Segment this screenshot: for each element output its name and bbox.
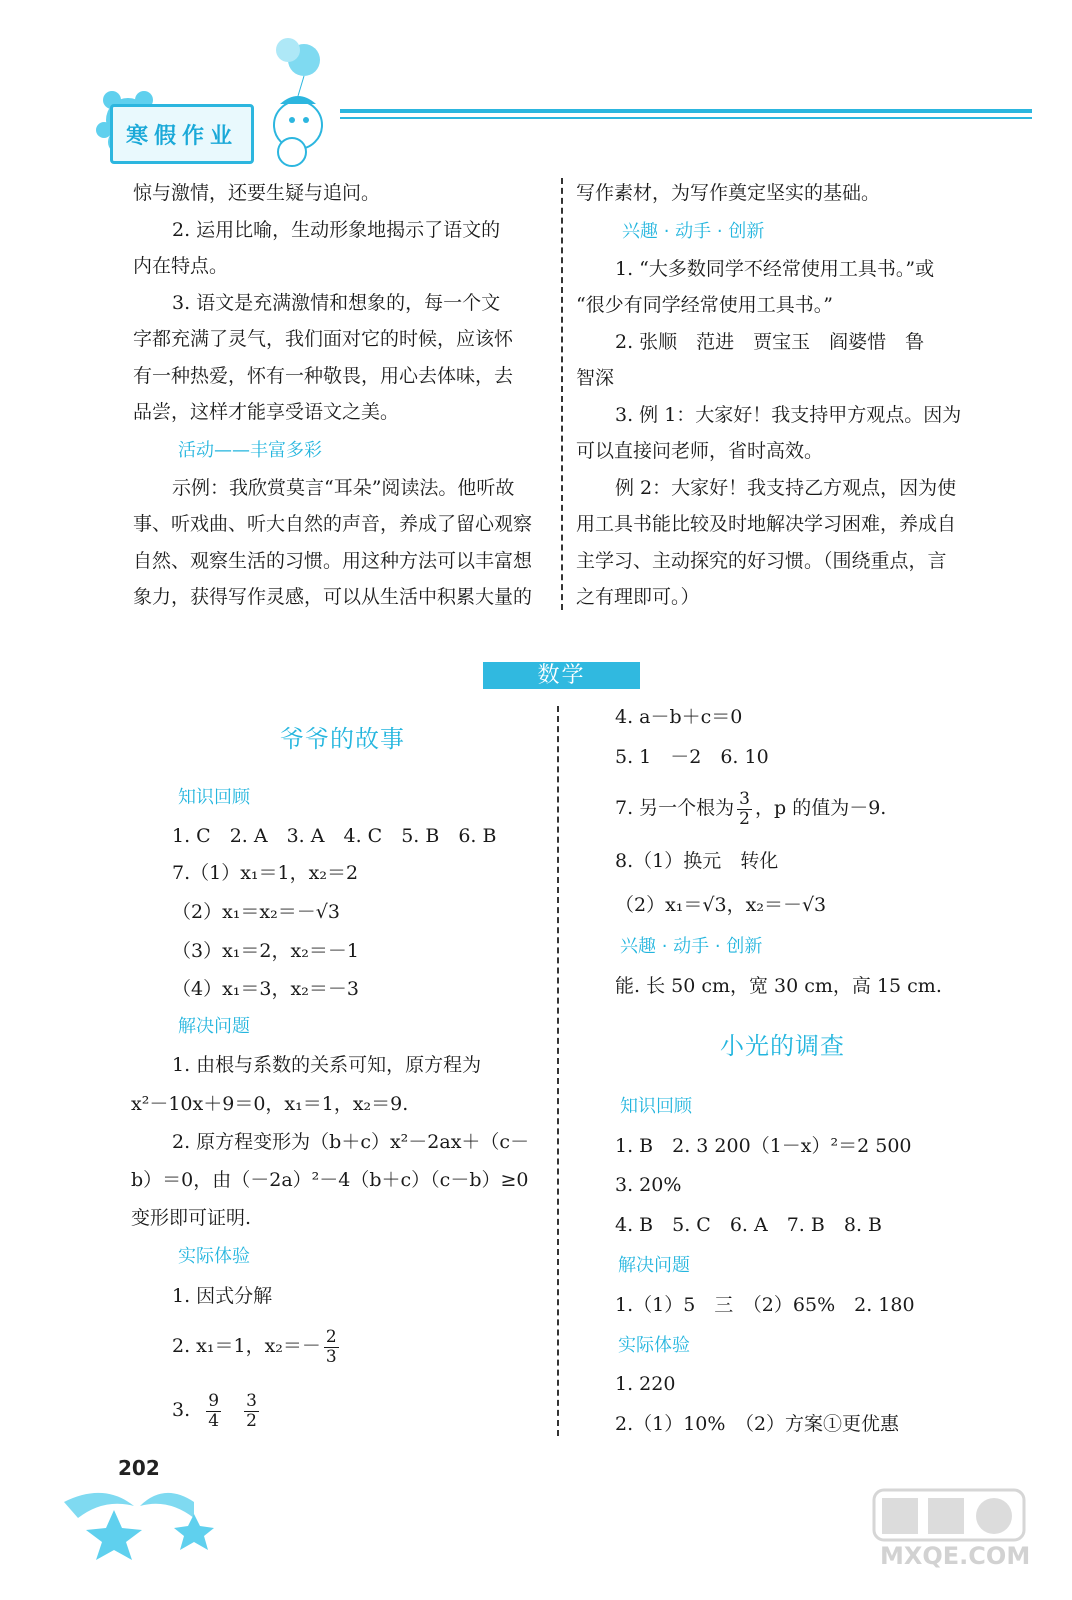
answer-line: 2. 原方程变形为（b＋c）x²－2ax＋（c－ — [172, 1131, 530, 1153]
answer-line: 变形即可证明. — [131, 1207, 252, 1229]
yuwen-right-line: 主学习、主动探究的好习惯。（围绕重点，言 — [576, 550, 947, 572]
answer-line: 1. C 2. A 3. A 4. C 5. B 6. B — [172, 825, 497, 847]
yuwen-left-line: 事、听戏曲、听大自然的声音，养成了留心观察 — [133, 513, 533, 535]
section-heading: 解决问题 — [618, 1255, 690, 1276]
answer-line: 1. B 2. 3 200（1－x）²＝2 500 — [615, 1135, 912, 1157]
header-label: 寒假作业 — [110, 104, 254, 164]
yuwen-left-line: 3. 语文是充满激情和想象的，每一个文 — [172, 292, 501, 314]
yuwen-left-line: 内在特点。 — [133, 255, 229, 277]
column-divider — [561, 178, 563, 610]
answer-line — [172, 1326, 342, 1367]
answer-line: 能. 长 50 cm，宽 30 cm，高 15 cm. — [615, 975, 942, 997]
numerator: 3 — [246, 1390, 257, 1411]
yuwen-left-line: 品尝，这样才能享受语文之美。 — [133, 401, 400, 423]
yuwen-left-line: 惊与激情，还要生疑与追问。 — [133, 182, 381, 204]
yuwen-right-line: 写作素材，为写作奠定坚实的基础。 — [576, 182, 881, 204]
denominator: 4 — [208, 1410, 220, 1431]
yuwen-left-line: 象力，获得写作灵感，可以从生活中积累大量的 — [133, 586, 533, 608]
column-divider — [557, 706, 559, 1436]
section-heading: 活动——丰富多彩 — [178, 440, 322, 461]
section-heading: 兴趣 · 动手 · 创新 — [622, 221, 765, 242]
watermark — [872, 1488, 1032, 1576]
numerator: 3 — [739, 788, 750, 809]
answer-line: （3）x₁＝2，x₂＝－1 — [172, 940, 359, 962]
denominator: 2 — [739, 808, 750, 829]
yuwen-right-line: “很少有同学经常使用工具书。” — [576, 294, 833, 316]
answer-line — [615, 788, 886, 829]
answer-line: x²－10x＋9＝0，x₁＝1，x₂＝9. — [131, 1093, 409, 1115]
answer-line: 1. 因式分解 — [172, 1285, 273, 1307]
answer-line: 1. 由根与系数的关系可知，原方程为 — [172, 1054, 482, 1076]
section-heading: 兴趣 · 动手 · 创新 — [620, 936, 763, 957]
section-heading: 知识回顾 — [178, 787, 250, 808]
denominator: 3 — [325, 1346, 337, 1367]
page-number: 202 — [118, 1456, 160, 1480]
yuwen-right-line: 1. “大多数同学不经常使用工具书。”或 — [615, 258, 935, 280]
answer-text: 2. x₁＝1，x₂＝－ — [172, 1335, 321, 1357]
answer-text: ，p 的值为－9. — [755, 797, 887, 819]
header-rule-thin — [340, 117, 1032, 119]
numerator: 9 — [208, 1390, 220, 1411]
answer-line — [172, 1390, 262, 1431]
fraction — [244, 1392, 259, 1431]
yuwen-right-line: 可以直接问老师，省时高效。 — [576, 440, 824, 462]
answer-line: （2）x₁＝x₂＝－√3 — [172, 901, 340, 923]
answer-line: （2）x₁＝√3，x₂＝－√3 — [615, 894, 827, 916]
answer-line: （4）x₁＝3，x₂＝－3 — [172, 978, 359, 1000]
answer-line: 8.（1）换元 转化 — [615, 850, 779, 872]
yuwen-left-line: 2. 运用比喻，生动形象地揭示了语文的 — [172, 219, 501, 241]
section-heading: 实际体验 — [618, 1335, 690, 1356]
watermark-logo-icon — [872, 1488, 1032, 1572]
answer-text: 7. 另一个根为 — [615, 797, 735, 819]
section-heading: 实际体验 — [178, 1246, 250, 1267]
answer-text: 3. — [172, 1399, 191, 1421]
yuwen-left-line: 示例：我欣赏莫言“耳朵”阅读法。他听故 — [172, 477, 515, 499]
answer-line: 1.（1）5 三 （2）65% 2. 180 — [615, 1294, 915, 1316]
story-title: 小光的调查 — [720, 1032, 845, 1060]
answer-line: 2.（1）10% （2）方案①更优惠 — [615, 1413, 900, 1435]
math-section-label: 数学 — [483, 662, 640, 689]
denominator: 2 — [246, 1410, 257, 1431]
answer-line: b）＝0，由（－2a）²－4（b＋c）（c－b）≥0 — [131, 1169, 529, 1191]
yuwen-left-line: 字都充满了灵气，我们面对它的时候，应该怀 — [133, 328, 514, 350]
svg-text:MXQE.COM: MXQE.COM — [880, 1542, 1031, 1570]
section-heading: 知识回顾 — [620, 1096, 692, 1117]
section-heading: 解决问题 — [178, 1016, 250, 1037]
yuwen-right-line: 用工具书能比较及时地解决学习困难，养成自 — [576, 513, 957, 535]
yuwen-right-line: 之有理即可。） — [576, 586, 700, 608]
header-rule-thick — [340, 109, 1032, 113]
story-title: 爷爷的故事 — [280, 725, 405, 753]
answer-line: 5. 1 －2 6. 10 — [615, 746, 769, 768]
answer-line: 3. 20% — [615, 1174, 682, 1196]
answer-line: 1. 220 — [615, 1373, 676, 1395]
fraction — [324, 1328, 339, 1367]
fraction — [737, 790, 752, 829]
yuwen-right-line: 3. 例 1：大家好！我支持甲方观点。因为 — [615, 404, 962, 426]
answer-line: 4. a－b＋c＝0 — [615, 706, 743, 728]
yuwen-right-line: 例 2：大家好！我支持乙方观点，因为使 — [615, 477, 957, 499]
yuwen-left-line: 有一种热爱，怀有一种敬畏，用心去体味，去 — [133, 365, 514, 387]
answer-line: 4. B 5. C 6. A 7. B 8. B — [615, 1214, 882, 1236]
answer-line: 7.（1）x₁＝1，x₂＝2 — [172, 862, 359, 884]
numerator: 2 — [325, 1326, 337, 1347]
yuwen-right-line: 智深 — [576, 367, 615, 389]
yuwen-right-line: 2. 张顺 范进 贾宝玉 阎婆惜 鲁 — [615, 331, 925, 353]
fraction — [206, 1392, 221, 1431]
yuwen-left-line: 自然、观察生活的习惯。用这种方法可以丰富想 — [133, 550, 533, 572]
